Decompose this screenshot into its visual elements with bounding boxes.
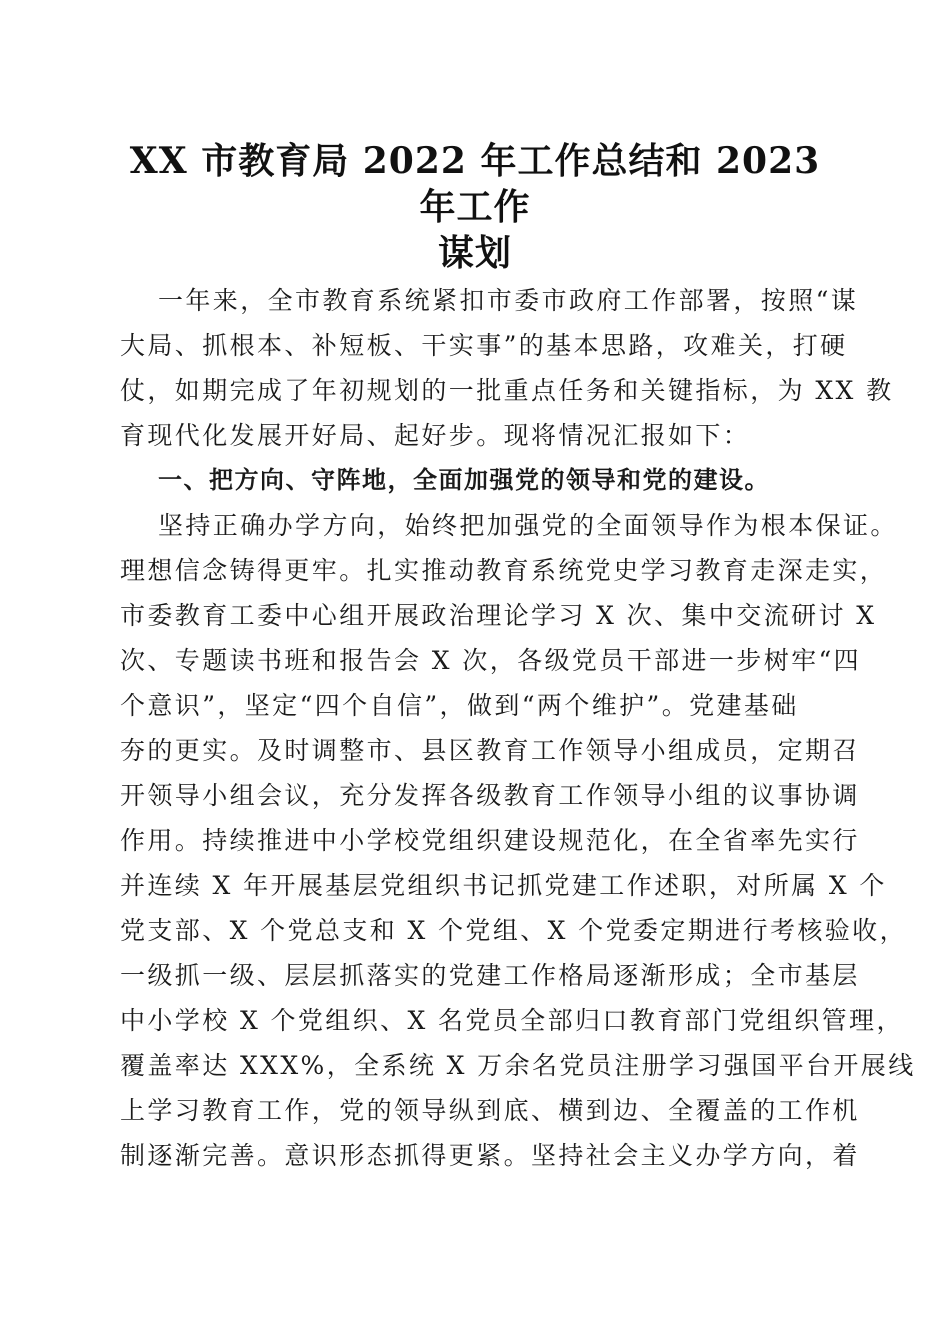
section-heading: 一、把方向、守阵地，全面加强党的领导和党的建设。 (158, 466, 770, 494)
title-line-1: XX 市教育局 2022 年工作总结和 2023 年工作 (129, 140, 821, 228)
paragraph-line: 理想信念铸得更牢。扎实推动教育系统党史学习教育走深走实， (120, 556, 888, 585)
paragraph-line: 党支部、X 个党总支和 X 个党组、X 个党委定期进行考核验收， (120, 916, 907, 945)
paragraph-line: 开领导小组会议，充分发挥各级教育工作领导小组的议事协调 (120, 781, 860, 810)
paragraph-line: 个意识”，坚定“四个自信”，做到“两个维护”。党建基础 (120, 691, 799, 720)
paragraph-line: 仗，如期完成了年初规划的一批重点任务和关键指标，为 XX 教 (120, 376, 894, 405)
paragraph-line: 并连续 X 年开展基层党组织书记抓党建工作述职，对所属 X 个 (120, 871, 887, 900)
paragraph-line: 坚持正确办学方向，始终把加强党的全面领导作为根本保证。 (158, 511, 898, 540)
paragraph-line: 上学习教育工作，党的领导纵到底、横到边、全覆盖的工作机 (120, 1096, 860, 1125)
paragraph-line: 次、专题读书班和报告会 X 次，各级党员干部进一步树牢“四 (120, 646, 862, 675)
title-line-2: 谋划 (437, 232, 512, 274)
paragraph-line: 育现代化发展开好局、起好步。现将情况汇报如下： (120, 421, 751, 450)
paragraph-line: 覆盖率达 XXX%，全系统 X 万余名党员注册学习强国平台开展线 (120, 1051, 916, 1080)
paragraph-line: 一级抓一级、层层抓落实的党建工作格局逐渐形成；全市基层 (120, 961, 860, 990)
document-title (120, 138, 830, 276)
paragraph-line: 夯的更实。及时调整市、县区教育工作领导小组成员，定期召 (120, 736, 860, 765)
paragraph-line: 一年来，全市教育系统紧扣市委市政府工作部署，按照“谋 (158, 286, 859, 315)
paragraph-line: 中小学校 X 个党组织、X 名党员全部归口教育部门党组织管理， (120, 1006, 904, 1035)
paragraph-line: 市委教育工委中心组开展政治理论学习 X 次、集中交流研讨 X (120, 601, 877, 630)
paragraph-line: 作用。持续推进中小学校党组织建设规范化，在全省率先实行 (120, 826, 860, 855)
paragraph-line: 大局、抓根本、补短板、干实事”的基本思路，攻难关，打硬 (120, 331, 848, 360)
paragraph-line: 制逐渐完善。意识形态抓得更紧。坚持社会主义办学方向，着 (120, 1141, 860, 1170)
document-body (120, 278, 916, 1178)
